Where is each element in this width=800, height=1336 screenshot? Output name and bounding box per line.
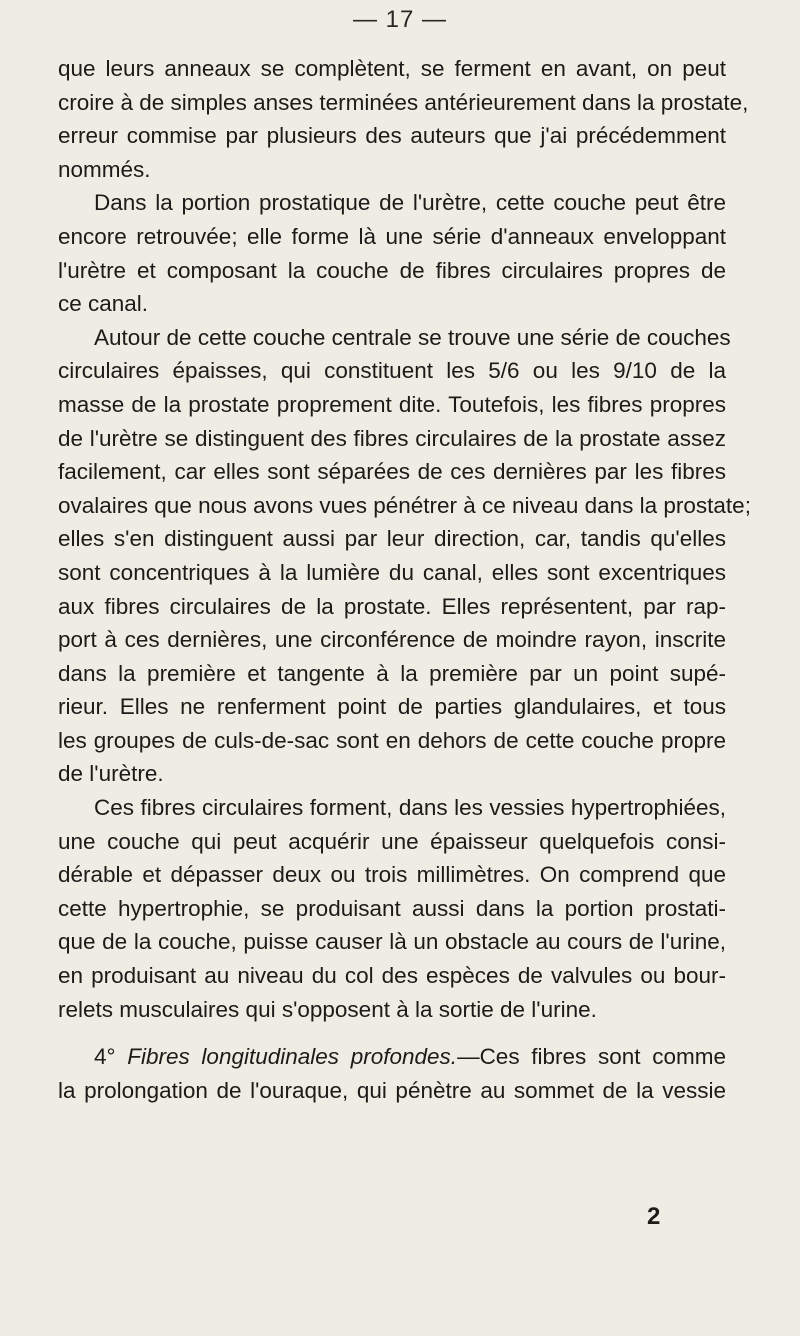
text-line: en produisant au niveau du col des espèces de valvules ou bour-: [58, 963, 726, 989]
text-line: croire à de simples anses terminées antérieurement dans la prostate,: [58, 89, 749, 115]
text-line: Dans la portion prostatique de l'urètre, cette couche peut être: [94, 190, 726, 216]
text-line: encore retrouvée; elle forme là une série d'anneaux enveloppant: [58, 223, 726, 249]
section-lead: —Ces fibres sont comme: [457, 1044, 726, 1070]
text-line: dans la première et tangente à la première par un point supé-: [58, 660, 726, 686]
text-line: circulaires épaisses, qui constituent les 5/6 ou les 9/10 de la: [58, 358, 726, 384]
text-line: relets musculaires qui s'opposent à la sortie de l'urine.: [58, 996, 597, 1022]
text-line: ce canal.: [58, 291, 149, 317]
text-line: facilement, car elles sont séparées de ces dernières par les fibres: [58, 459, 726, 485]
text-line: les groupes de culs-de-sac sont en dehors de cette couche propre: [58, 727, 726, 753]
text-line: une couche qui peut acquérir une épaisseur quelquefois consi-: [58, 828, 726, 854]
section-number: 4°: [94, 1044, 116, 1070]
signature-mark: 2: [647, 1203, 661, 1230]
text-line: que de la couche, puisse causer là un obstacle au cours de l'urine,: [58, 929, 726, 955]
text-line: port à ces dernières, une circonférence de moindre rayon, inscrite: [58, 627, 726, 653]
text-line: Ces fibres circulaires forment, dans les vessies hypertrophiées,: [94, 795, 726, 821]
text-line: erreur commise par plusieurs des auteurs que j'ai précédemment: [58, 123, 726, 149]
section-title: Fibres longitudinales profondes.: [127, 1044, 458, 1070]
text-line: que leurs anneaux se complètent, se ferment en avant, on peut: [58, 56, 726, 81]
text-line: aux fibres circulaires de la prostate. Elles représentent, par rap-: [58, 593, 726, 619]
text-line: dérable et dépasser deux ou trois millimètres. On comprend que: [58, 862, 726, 888]
text-line: sont concentriques à la lumière du canal, elles sont excentriques: [58, 559, 726, 585]
text-line: ovalaires que nous avons vues pénétrer à ce niveau dans la prostate;: [58, 492, 751, 518]
text-line: de l'urètre.: [58, 761, 164, 787]
text-line: l'urètre et composant la couche de fibres circulaires propres de: [58, 257, 726, 283]
text-line: rieur. Elles ne renferment point de parties glandulaires, et tous: [58, 694, 726, 720]
section-heading-line: [58, 1040, 726, 1074]
text-line: Autour de cette couche centrale se trouve une série de couches: [94, 324, 731, 350]
text-line: la prolongation de l'ouraque, qui pénètre au sommet de la vessie: [58, 1077, 726, 1103]
page-number-header: — 17 —: [352, 6, 448, 33]
text-line: elles s'en distinguent aussi par leur direction, car, tandis qu'elles: [58, 526, 726, 552]
text-line: cette hypertrophie, se produisant aussi dans la portion prostati-: [58, 895, 726, 921]
text-line: masse de la prostate proprement dite. Toutefois, les fibres propres: [58, 391, 726, 417]
body-text: [58, 52, 751, 1107]
text-line: nommés.: [58, 156, 151, 182]
text-line: de l'urètre se distinguent des fibres circulaires de la prostate assez: [58, 425, 726, 451]
